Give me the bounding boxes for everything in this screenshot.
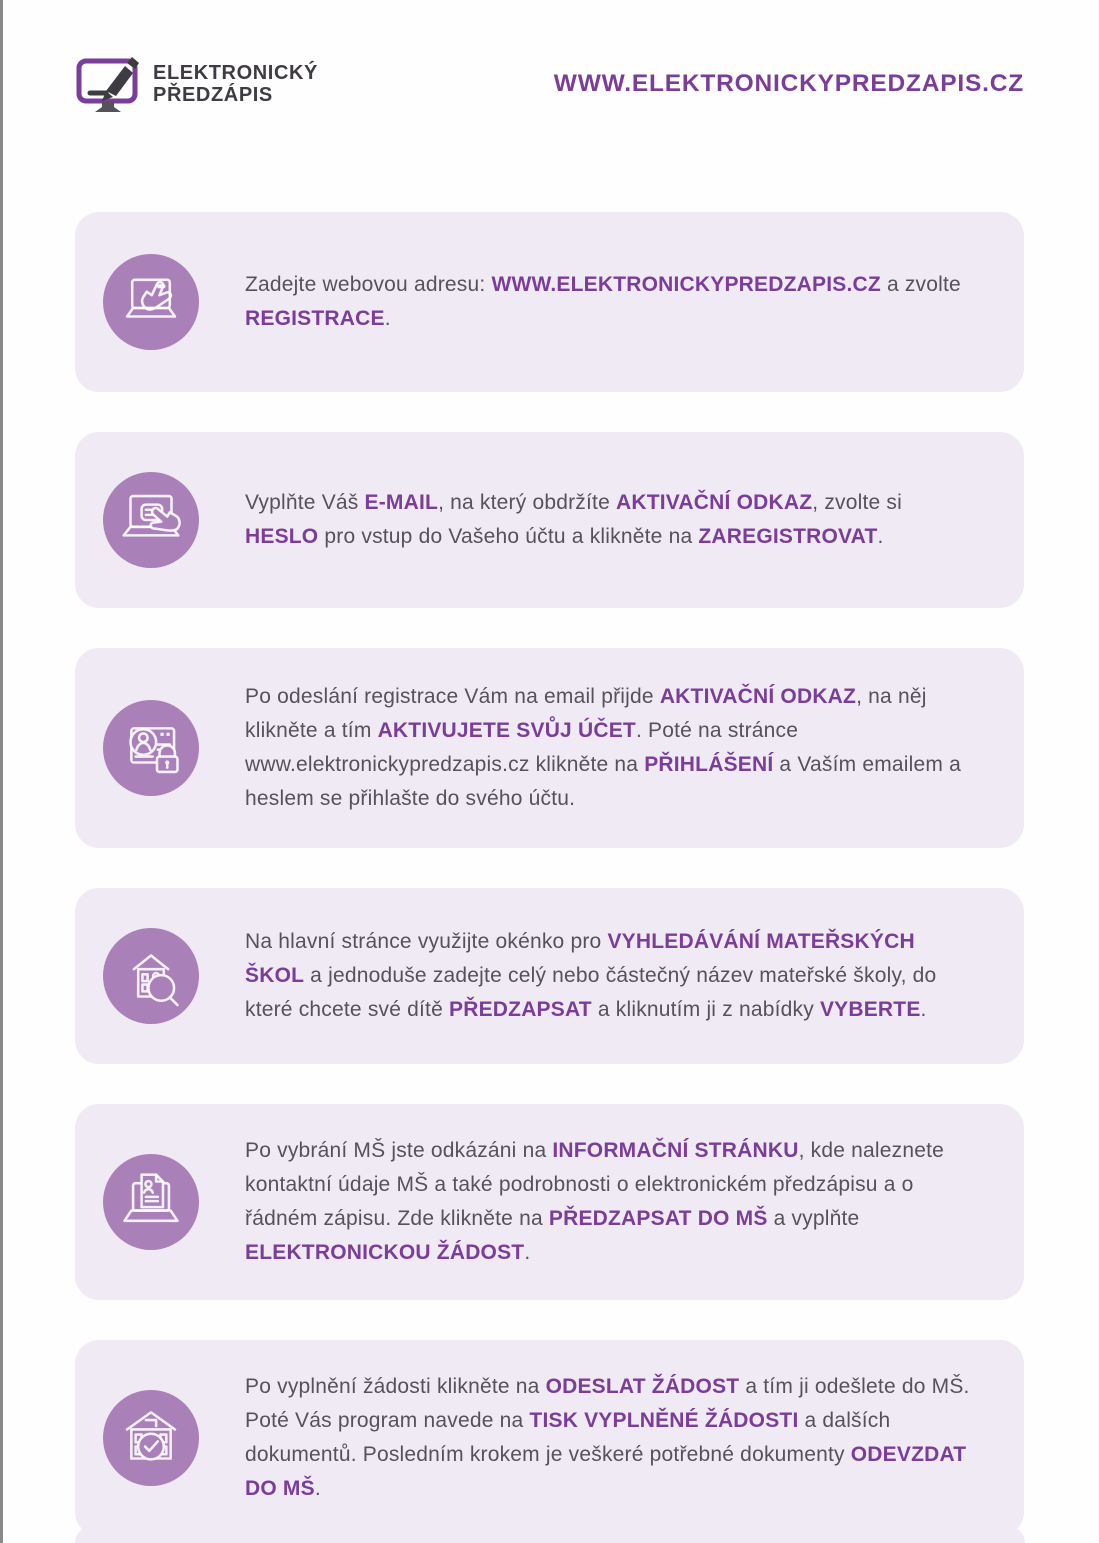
step-text-3: Po odeslání registrace Vám na email přijde AKTIVAČNÍ ODKAZ, na něj klikněte a tím AKTIVUJETE SVŮJ ÚČET. Poté na stránce www.elektronickypredzapis.cz klikněte na PŘIHLÁŠENÍ a Vaším emailem a heslem se přihlašte do svého účtu. xyxy=(245,685,961,810)
step-text-5: Po vybrání MŠ jste odkázáni na INFORMAČNÍ STRÁNKU, kde naleznete kontaktní údaje MŠ a také podrobnosti o elektronickém předzápisu a o řádném zápisu. Zde klikněte na PŘEDZAPSAT DO MŠ a vyplňte ELEKTRONICKOU ŽÁDOST. xyxy=(245,1139,945,1264)
step-card-3 xyxy=(75,648,1024,848)
left-edge-line xyxy=(0,0,3,1543)
step-card-1 xyxy=(75,212,1024,392)
laptop-form-click-icon xyxy=(103,472,199,568)
site-url-link[interactable]: WWW.ELEKTRONICKYPREDZAPIS.CZ xyxy=(553,70,1024,97)
next-card-partial xyxy=(75,1526,1025,1543)
header xyxy=(0,0,1099,115)
account-activation-lock-icon xyxy=(103,700,199,796)
step-text-4: Na hlavní stránce využijte okénko pro VYHLEDÁVÁNÍ MATEŘSKÝCH ŠKOL a jednoduše zadejte celý nebo částečný název mateřské školy, do které chcete své dítě PŘEDZAPSAT a kliknutím ji z nabídky VYBERTE. xyxy=(245,930,937,1021)
laptop-click-icon xyxy=(103,254,199,350)
step-card-5 xyxy=(75,1104,1024,1300)
step-text-1: Zadejte webovou adresu: WWW.ELEKTRONICKYPREDZAPIS.CZ a zvolte REGISTRACE. xyxy=(245,273,961,330)
logo-line-1: ELEKTRONICKÝ xyxy=(153,62,318,84)
school-search-icon xyxy=(103,928,199,1024)
step-text-2: Vyplňte Váš E-MAIL, na který obdržíte AKTIVAČNÍ ODKAZ, zvolte si HESLO pro vstup do Vašeho účtu a klikněte na ZAREGISTROVAT. xyxy=(245,491,902,548)
logo-line-2: PŘEDZÁPIS xyxy=(153,84,273,106)
logo xyxy=(75,53,318,115)
steps-list xyxy=(75,212,1024,1536)
step-card-4 xyxy=(75,888,1024,1064)
step-card-2 xyxy=(75,432,1024,608)
logo-text xyxy=(153,62,318,106)
monitor-pencil-icon xyxy=(75,53,141,115)
step-text-6: Po vyplnění žádosti klikněte na ODESLAT ŽÁDOST a tím ji odešlete do MŠ. Poté Vás program navede na TISK VYPLNĚNÉ ŽÁDOSTI a dalších dokumentů. Posledním krokem je veškeré potřebné dokumenty ODEVZDAT DO MŠ. xyxy=(245,1375,970,1500)
school-check-icon xyxy=(103,1390,199,1486)
step-card-6 xyxy=(75,1340,1024,1536)
application-document-icon xyxy=(103,1154,199,1250)
